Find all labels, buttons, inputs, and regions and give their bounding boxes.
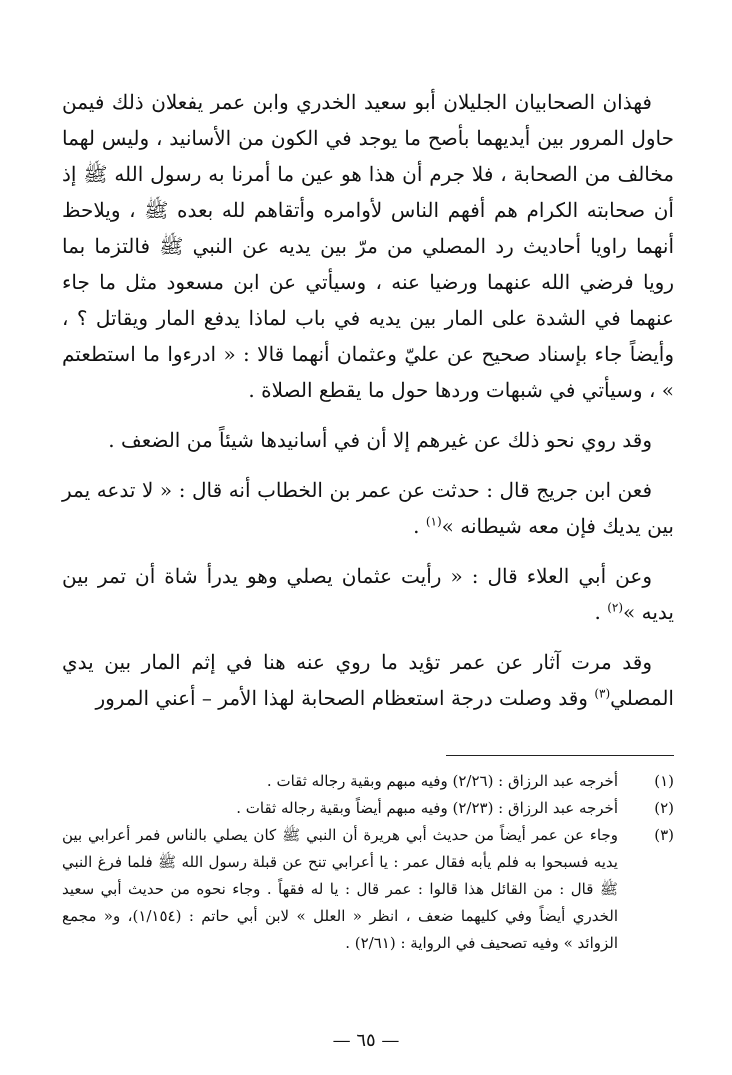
footnote-separator bbox=[446, 755, 674, 756]
paragraph-2: وقد روي نحو ذلك عن غيرهم إلا أن في أسانيدها شيئاً من الضعف . bbox=[108, 428, 652, 452]
footnote-1 bbox=[62, 768, 674, 795]
paragraph-1: فهذان الصحابيان الجليلان أبو سعيد الخدري وابن عمر يفعلان ذلك فيمن حاول المرور بين أيديهما بأصح ما يوجد في الكون من الأسانيد ، وليس لهما مخالف من الصحابة ، فلا جرم أن هذا هو عين ما أمرنا به رسول الله ﷺ إذ أن صحابته الكرام هم أفهم الناس لأوامره وأتقاهم لله بعده ﷺ ، ويلاحظ أنهما راويا أحاديث رد المصلي من مرّ بين يديه عن النبي ﷺ فالتزما بما رويا فرضي الله عنهما ورضيا عنه ، وسيأتي عن ابن مسعود مثل ما جاء عنهما في الشدة على المار بين يديه في باب لماذا يدفع المار ويقاتل ؟ ، وأيضاً جاء بإسناد صحيح عن عليّ وعثمان أنهما قالا : « ادرءوا ما استطعتم » ، وسيأتي في شبهات وردها حول ما يقطع الصلاة . bbox=[62, 90, 674, 402]
paragraph-last-before: وقد مرت آثار عن عمر تؤيد ما روي عنه هنا في إثم المار بين يدي المصلي bbox=[62, 650, 674, 710]
footnote-number-2: (٢) bbox=[654, 799, 674, 817]
quote-ibn-jurayj-text: فعن ابن جريج قال : حدثت عن عمر بن الخطاب أنه قال : « لا تدعه يمر بين يديك فإن معه شيطانه » bbox=[62, 478, 674, 538]
quote-abu-alala-text: وعن أبي العلاء قال : « رأيت عثمان يصلي وهو يدرأ شاة أن تمر بين يديه » bbox=[62, 564, 674, 624]
footnote-ref-1[interactable]: (١) bbox=[425, 514, 442, 529]
main-text bbox=[62, 84, 674, 716]
footnote-text-1: أخرجه عبد الرزاق : (٢/٢٦) وفيه مبهم وبقية رجاله ثقات . bbox=[266, 772, 618, 790]
paragraph-last bbox=[62, 644, 674, 716]
footnotes bbox=[62, 768, 674, 957]
page-number: — ٦٥ — bbox=[332, 1030, 400, 1051]
quote-ibn-jurayj: فعن ابن جريج قال : حدثت عن عمر بن الخطاب أنه قال : « لا تدعه يمر بين يديك فإن معه شيطانه »$^{(١)}$ . bbox=[62, 478, 674, 538]
footnote-3 bbox=[62, 822, 674, 957]
footnote-text-3: وجاء عن عمر أيضاً من حديث أبي هريرة أن النبي ﷺ كان يصلي بالناس فمر أعرابي بين يديه فسبحوا به فلم يأبه فقال عمر : يا أعرابي تنح عن قبلة رسول الله ﷺ فلما فرغ النبي ﷺ قال : من القائل هذا قالوا : عمر قال : يا له فقهاً . وجاء نحوه من حديث أبي سعيد الخدري أيضاً وفي كليهما ضعف ، انظر « العلل » لابن أبي حاتم : (١/١٥٤)، و« مجمع الزوائد » وفيه تصحيف في الرواية : (٢/٦١) . bbox=[62, 826, 618, 952]
footnote-2 bbox=[62, 795, 674, 822]
footnote-number-1: (١) bbox=[654, 772, 674, 790]
paragraph-last-after: وقد وصلت درجة استعظام الصحابة لهذا الأمر – أعني المرور bbox=[95, 686, 595, 710]
quote-abu-alala: وعن أبي العلاء قال : « رأيت عثمان يصلي وهو يدرأ شاة أن تمر بين يديه »$^{(٢)}$ . bbox=[62, 564, 674, 624]
footnote-ref-3[interactable]: (٣) bbox=[594, 686, 611, 701]
footnote-text-2: أخرجه عبد الرزاق : (٢/٢٣) وفيه مبهم أيضاً وبقية رجاله ثقات . bbox=[236, 799, 618, 817]
footnote-number-3: (٣) bbox=[654, 826, 674, 844]
footnote-ref-2[interactable]: (٢) bbox=[607, 600, 624, 615]
